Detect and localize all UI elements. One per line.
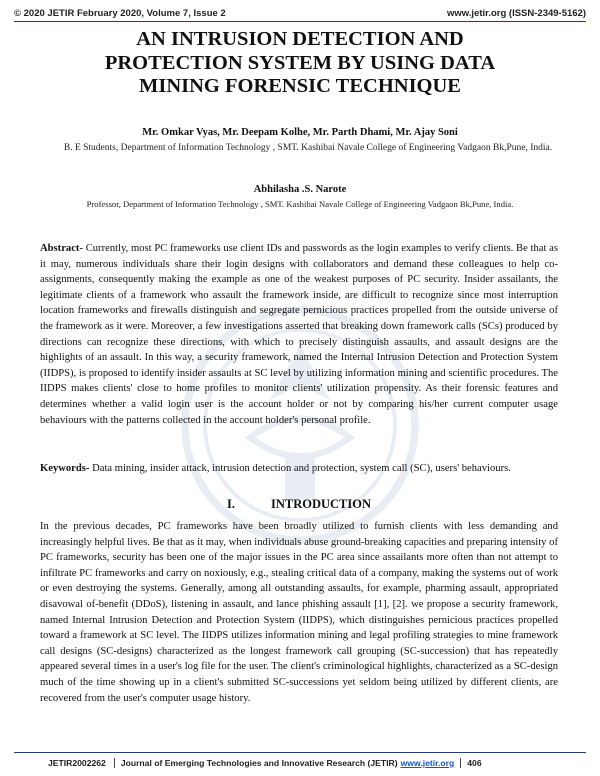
- student-authors: Mr. Omkar Vyas, Mr. Deepam Kolhe, Mr. Parth Dhami, Mr. Ajay Soni: [142, 127, 458, 138]
- footer-rule: [14, 752, 586, 753]
- section-heading: [40, 497, 558, 512]
- title-line: PROTECTION SYSTEM BY USING DATA: [104, 51, 496, 74]
- student-affiliation: B. E Students, Department of Information Technology , SMT. Kashibai Navale College of Engineering Vadgaon Bk,Pune, India.: [63, 143, 553, 153]
- professor-author: Abhilasha .S. Narote: [253, 184, 347, 195]
- header-citation: © 2020 JETIR February 2020, Volume 7, Issue 2: [14, 7, 226, 19]
- page-footer: [14, 756, 586, 770]
- abstract-text: Currently, most PC frameworks use client IDs and passwords as the login examples to verify clients. Be that as it may, numerous individuals share their login designs with collaborators and demand these colleagues to help co-assignments, consequently making the example as one of the weakest purposes of PC security. Insider assailants, the legitimate clients of a framework who assault the framework inside, are difficult to recognize since most interruption location frameworks and firewalls distinguish and segregate pernicious practices propelled from the outside universe of the framework as it were. Moreover, a few investigations asserted that breaking down framework calls (SCs) produced by directions can recognize these directions, with which to precisely distinguish assaults, and assault designs are the highlights of an assault. In this way, a security framework, named the Internal Intrusion Detection and Protection System (IIDPS), is proposed to identify insider assaults at SC level by utilizing information mining and scientific procedures. The IIDPS makes clients' close to home profiles to monitor clients' utilization propensity. As their forensic features and determines whether a valid login user is the account holder or not by comparing his/her current computer usage behaviours with the patterns collected in the account holder's personal profile.: [40, 243, 558, 426]
- title-line: MINING FORENSIC TECHNIQUE: [139, 75, 461, 97]
- abstract: [40, 241, 558, 428]
- footer-journal-name: Journal of Emerging Technologies and Innovative Research (JETIR): [120, 758, 398, 768]
- keywords: [40, 461, 558, 476]
- section-number: I.: [226, 497, 235, 511]
- title-line: AN INTRUSION DETECTION AND: [136, 28, 464, 50]
- running-header: [14, 6, 586, 20]
- header-rule: [14, 21, 586, 22]
- abstract-label: Abstract-: [40, 243, 83, 254]
- paper-title: [40, 28, 560, 99]
- section-title: INTRODUCTION: [270, 497, 371, 511]
- header-issn: www.jetir.org (ISSN-2349-5162): [446, 7, 586, 19]
- keywords-label: Keywords-: [40, 463, 90, 474]
- keywords-text: Data mining, insider attack, intrusion detection and protection, system call (SC), users' behaviours.: [89, 463, 511, 474]
- footer-journal-link[interactable]: www.jetir.org: [401, 758, 462, 768]
- introduction-paragraph: In the previous decades, PC frameworks have been broadly utilized to furnish clients with less demanding and increasingly helpful lives. Be that as it may, when individuals abuse ground-breaking capacities and preparing intensity of PC frameworks, security has been one of the major issues in the PC area since assailants more often than not attempt to infiltrate PC frameworks and carry on noxiously, e.g., stealing critical data of a company, making the systems out of work or even destroying the systems. Generally, among all outstanding assaults, for example, pharming assault, appropriated disavowal of-benefit (DDoS), listening in assault, and lance phishing assault [1], [2]. we propose a security framework, named Internal Intrusion Detection and Protection System (IIDPS), which distinguishes pernicious practices propelled toward a framework at SC level. The IIDPS utilizes information mining and legal profiling strategies to mine framework call designs (SC-designs) characterized as the longest framework call grouping (SC-succession) that has repeatedly appeared several times in a user's log file for the user. The client's criminological highlights, characterized as a SC-design much of the time showing up in a client's submitted SC-successions yet seldom being utilized by different clients, are recovered from the user's computer usage history.: [40, 521, 558, 704]
- professor-affiliation: Professor, Department of Information Technology , SMT. Kashibai Navale College of Engineering Vadgaon Bk,Pune, India.: [86, 199, 514, 209]
- footer-paper-id: JETIR2002262: [14, 758, 115, 768]
- page-number: 406: [467, 758, 482, 768]
